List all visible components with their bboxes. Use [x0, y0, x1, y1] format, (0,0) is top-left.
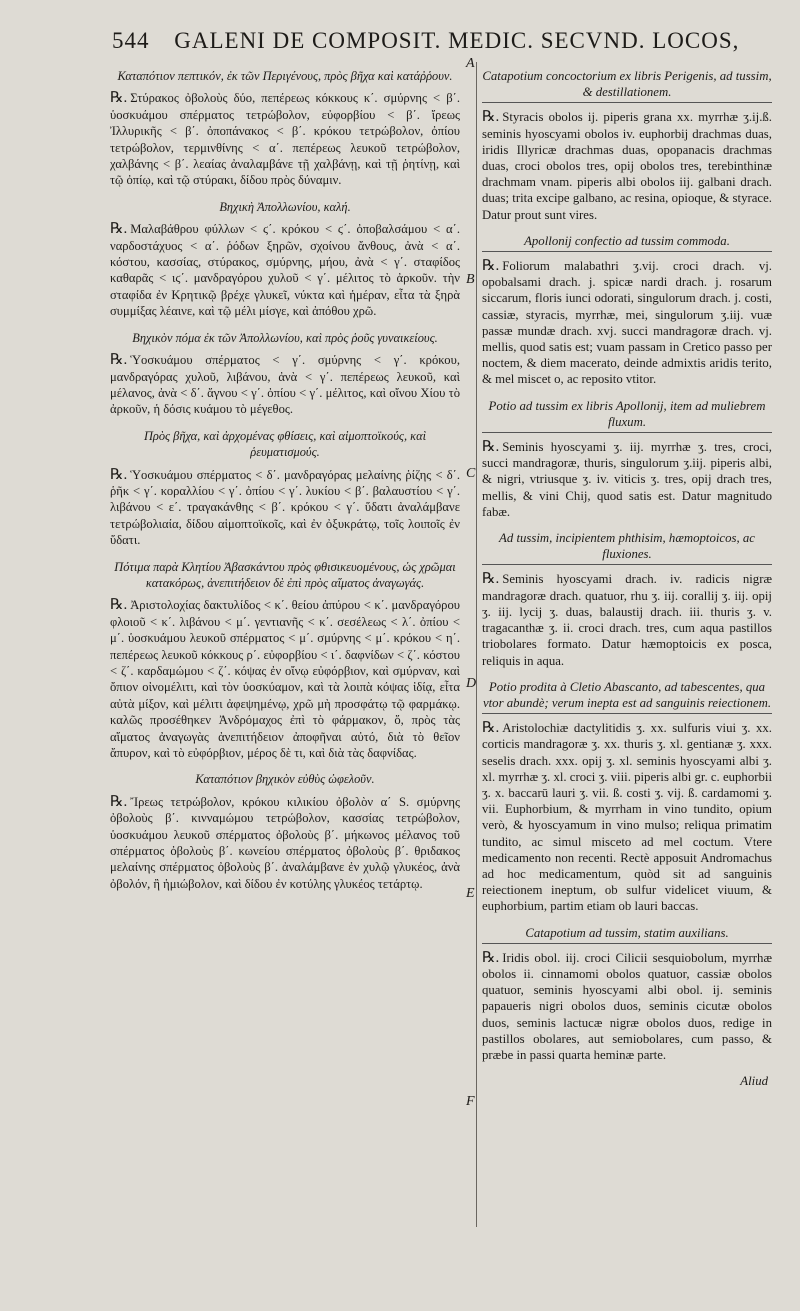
greek-column — [110, 64, 460, 902]
recipe-paragraph — [482, 109, 772, 222]
recipe-symbol: ℞. — [110, 466, 128, 483]
recipe-text: Foliorum malabathri ʒ.vij. croci drach. vj. opobalsami drach. j. spicæ nardi drach. j. rosarum siccarum, floris iunci odorati, singulorum drach. j. costi, cassiæ, styracis, myrrhæ, mei, singulorum ʒ.iij. vuæ passæ mundæ drach. xvj. succi mandragoræ drach. vj. mellis, quod satis est; vuam passam in Cretico passo per noctem, & diem macerato, deinde admixtis aridis terito, & mel miscet o, ac reposito vtitor. — [482, 259, 772, 387]
recipe-symbol: ℞. — [482, 258, 500, 275]
recipe-paragraph — [110, 794, 460, 892]
recipe-heading: Ad tussim, incipientem phthisim, hæmoptoicos, ac fluxiones. — [482, 530, 772, 565]
recipe-heading: Catapotium concoctorium ex libris Perigenis, ad tussim, & destillationem. — [482, 68, 772, 103]
recipe-symbol: ℞. — [110, 793, 128, 810]
recipe-heading: Apollonij confectio ad tussim commoda. — [482, 233, 772, 252]
recipe-text: Μαλαβάθρου φύλλων < ϛ΄. κρόκου < ϛ΄. ὀποβαλσάμου < α΄. ναρδοστάχυος < α΄. ῥόδων ξηρῶν, σχοίνου ἄνθους, ἀνὰ < α΄. κόστου, κασσίας, στύρακος, σμύρνης, μήου, ἀνὰ < γ΄. σταφίδος καθαρᾶς < ιϛ΄. μανδραγόρου χυλοῦ < γ΄. μέλιτος τὸ ἀρκοῦν. τὴν σταφίδα ἐν Κρητικῷ βρέχε γλυκεῖ, νύκτα καὶ ἡμέραν, εἶτα τὰ ξηρὰ συμμίξας λέαινε, καὶ τῷ μέλι μίσγε, καὶ ἀπόθου χρῶ. — [110, 222, 460, 319]
page-header — [112, 28, 740, 62]
recipe-heading: Βηχικὴ Ἀπολλωνίου, καλή. — [219, 199, 351, 214]
recipe-paragraph — [482, 258, 772, 388]
recipe-heading: Catapotium ad tussim, statim auxilians. — [482, 925, 772, 944]
margin-letter: C — [466, 466, 476, 481]
margin-letter: E — [466, 886, 475, 901]
recipe-paragraph — [110, 352, 460, 418]
recipe-heading: Βηχικὸν πόμα ἐκ τῶν Ἀπολλωνίου, καὶ πρὸς ῥοῦς γυναικείους. — [132, 330, 438, 345]
recipe-symbol: ℞. — [110, 352, 128, 369]
catchword: Aliud — [740, 1074, 768, 1089]
page-number: 544 — [112, 28, 150, 53]
recipe-paragraph — [110, 467, 460, 549]
recipe-heading: Potio ad tussim ex libris Apollonij, item ad muliebrem fluxum. — [482, 398, 772, 433]
margin-letter: A — [466, 56, 475, 71]
recipe-symbol: ℞. — [482, 949, 500, 966]
margin-letter: F — [466, 1094, 475, 1109]
recipe-text: Στύρακος ὀβολοὺς δύο, πεπέρεως κόκκους κ΄. σμύρνης < β΄. ὑοσκυάμου σπέρματος τετρώβολον, εὐφορβίου < β΄. ἴρεως Ἰλλυρικῆς < β΄. ὀποπάνακος < β΄. κρόκου τετρώβολον, ὀπίου τετρώβολον, τερμινθίνης < α΄. πεπέρεως λευκοῦ τετρώβολον, χαλβάνης < β΄. λεαίας ἀναλαμβάνε τῇ χαλβάνῃ, καὶ τῇ ῥητίνῃ, καὶ τῷ ὀπίῳ, καὶ τῷ στύρακι, δίδου πρὸς δύναμιν. — [110, 91, 460, 188]
recipe-text: Seminis hyoscyami ʒ. iij. myrrhæ ʒ. tres, croci, succi mandragoræ, thuris, singulorum ʒ.iij. piperis albi, & nigri, vtriusque ʒ. iv. viticis ʒ. tres, opij drach tres, mellis, & vini Chij, quod satis est. Datur magnitudo fabæ. — [482, 440, 772, 519]
recipe-symbol: ℞. — [110, 597, 128, 614]
recipe-symbol: ℞. — [482, 109, 500, 126]
recipe-text: Ἀριστολοχίας δακτυλίδος < κ΄. θείου ἀπύρου < κ΄. μανδραγόρου φλοιοῦ < κ΄. λιβάνου < μ΄. γεντιανῆς < κ΄. σεσέλεως < λ΄. ὀπίου < μ΄. ὑοσκυάμου λευκοῦ σπέρματος < μ΄. σμύρνης < μ΄. κρόκου < η΄. πεπέρεως λευκοῦ κόκκους ρ΄. εὐφορβίου < ι΄. δαφνίδων < ζ΄. κόστου < ζ΄. καρδαμώμου < ζ΄. κόψας ἐν οἴνῳ εὐφόρβιον, καὶ σμύρναν, καὶ ὄπιον οἰνομέλιτι, καὶ τὸν ὑοσκύαμον, καὶ τὰ λοιπὰ κόψας ἰδίᾳ, εἶτα αὐτὰ μίξον, καὶ μέλιτι ἀφεψημένῳ, χρῶ μὴ προσφάτῳ τῷ φαρμάκῳ. καλῶς προσέθηκεν Ἀνδρόμαχος ἐπὶ τὸ φάρμακον, ὅ, πρὸς τὰς αἵματος ἀναγωγὰς ἀνεπιτήδειον ἀποφῆναι αὐτό, διὰ τὸ θεῖον ἄπυρον, καὶ τὸ εὐφόρβιον, μέρος δὲ τι, καὶ διὰ τὰς δαφνίδας. — [110, 598, 460, 761]
margin-letter: D — [466, 676, 477, 691]
recipe-paragraph — [482, 720, 772, 914]
recipe-text: Ἴρεως τετρώβολον, κρόκου κιλικίου ὀβολὸν α΄ S. σμύρνης ὀβολοὺς β΄. κινναμώμου τετρώβολον, κασσίας τετρώβολον, ὑοσκυάμου λευκοῦ σπέρματος ὀβολοὺς β΄. μήκωνος μέλανος τοῦ σπέρματος ὀβολοὺς β΄. κωνείου σπέρματος ὀβολοὺς β΄. θριδακος μελαίνης σπέρματος ὀβολοὺς β΄. ἀναλάμβανε ἐν χυλῷ γλυκέος, ἀνὰ ὀβολόν, ἢ ἡμιώβολον, καὶ δίδου ἐν κοτύλης γλυκέος τετάρτῳ. — [110, 794, 460, 891]
recipe-paragraph — [110, 90, 460, 188]
column-divider — [476, 62, 477, 1227]
recipe-heading: Potio prodita à Cletio Abascanto, ad tabescentes, qua vtor abundè; verum inepta est ad sanguinis reiectionem. — [482, 679, 772, 714]
recipe-text: Seminis hyoscyami drach. iv. radicis nigræ mandragoræ drach. quatuor, rhu ʒ. iij. corallij ʒ. iij. opij ʒ. iij. lycij ʒ. duas, balaustij drach. iii. thuris ʒ. v. tragacanthæ ʒ. ii. croci drach. tres, cum aqua pastillos triobolares formato. Datur hæmoptoicis ex posca, reliquis in aqua. — [482, 572, 772, 668]
recipe-symbol: ℞. — [482, 720, 500, 737]
recipe-paragraph — [482, 439, 772, 520]
margin-letter: B — [466, 272, 475, 287]
latin-column — [482, 64, 772, 1089]
recipe-paragraph — [110, 597, 460, 761]
recipe-heading: Καταπότιον βηχικὸν εὐθὺς ὠφελοῦν. — [195, 772, 375, 787]
recipe-symbol: ℞. — [482, 439, 500, 456]
running-title: GALENI DE COMPOSIT. MEDIC. SECVND. LOCOS, — [174, 28, 740, 53]
recipe-text: Ὑοσκυάμου σπέρματος < δ΄. μανδραγόρας μελαίνης ῥίζης < δ΄. ῥῆκ < γ΄. κοραλλίου < γ΄. ὀπίου < γ΄. λυκίου < β΄. βαλαυστίου < γ΄. λιβάνου < ε΄. τραγακάνθης < β΄. κρόκου < γ΄. ὕδατι ἀναλάμβανε τετρώβολιαία, δίδου αἱμοπτοϊκοῖς, καὶ ἐν ὀξυκράτῳ, τοῖς λοιποῖς ἐν ὕδατι. — [110, 467, 460, 548]
recipe-heading: Πρὸς βῆχα, καὶ ἀρχομένας φθίσεις, καὶ αἱμοπτοϊκούς, καὶ ῥευματισμούς. — [143, 428, 427, 460]
recipe-text: Styracis obolos ij. piperis grana xx. myrrhæ ʒ.ij.ß. seminis hyoscyami obolos iv. euphorbij drachmas duas, iridis Illyricæ drachmas duas, opopanacis drachmas duas, croci obolos tres, opij obolos tres, terebinthinæ drachmam vnam. piperis albi obolos iij. galbani drach. duas; trita excipe galbano, ac resina, opioque, & styrace. Datur prout sunt vires. — [482, 110, 772, 222]
recipe-symbol: ℞. — [110, 90, 128, 107]
recipe-paragraph — [482, 950, 772, 1063]
recipe-text: Ὑοσκυάμου σπέρματος < γ΄. σμύρνης < γ΄. κρόκου, μανδραγόρας χυλοῦ, λιβάνου, ἀνὰ < γ΄. πεπέρεως λευκοῦ, καὶ μέλανος, ἀνὰ < δ΄. ἄγνου < γ΄. ὀπίου < γ΄. μέλιτος, καὶ οἴνου Χίου τὸ ἀρκοῦν, ἡ δόσις κυάμου τὸ μέγεθος. — [110, 353, 460, 417]
recipe-symbol: ℞. — [482, 571, 500, 588]
recipe-text: Aristolochiæ dactylitidis ʒ. xx. sulfuris viui ʒ. xx. corticis mandragoræ ʒ. xx. thuris ʒ. xl. gentianæ ʒ. xxx. seselis drach. xxx. opij ʒ. xl. seminis hyoscyami albi ʒ. xl. myrrhæ ʒ. xl. croci ʒ. viii. piperis albi gr. c. euphorbii ʒ. x. baccarū lauri ʒ. vii. ß. costi ʒ. vij. ß. cardamomi ʒ. vii. Euphorbium, & myrrham in vino tundito, opium verò, & hyoscyamum in vino mulso; reliqua primatim tundito, ac simul misceto ad mel coctum. Vtere medicamento non recenti. Rectè apposuit Andromachus ad hoc medicamentum, quòd sit ad sanguinis reiectionem ineptum, ob sulfur videlicet viuum, & euphorbium, partim etiam ob lauri baccas. — [482, 721, 772, 914]
recipe-symbol: ℞. — [110, 221, 128, 238]
recipe-heading: Καταπότιον πεπτικόν, ἐκ τῶν Περιγένους, πρὸς βῆχα καὶ κατάῤῥουν. — [117, 69, 453, 83]
recipe-paragraph — [110, 221, 460, 319]
recipe-heading: Πότιμα παρὰ Κλητίου Ἀβασκάντου πρὸς φθισικευομένους, ὡς χρῶμαι κατακόρως, ἀνεπιτήδειον δὲ ἐπὶ πρὸς αἵματος ἀναγωγάς. — [114, 559, 456, 590]
recipe-text: Iridis obol. iij. croci Cilicii sesquiobolum, myrrhæ obolos ii. cinnamomi obolos quatuor, cassiæ obolos quatuor, seminis hyoscyami albi obol. ij. seminis papaueris nigri obolos duos, seminis cicutæ obolos duos, seminis lactucæ nigræ obolos duos, redige in pastillos obolares, aut semiobolares, cum passo, & præbe in passi quarta heminæ parte. — [482, 950, 772, 1062]
recipe-paragraph — [482, 571, 772, 668]
